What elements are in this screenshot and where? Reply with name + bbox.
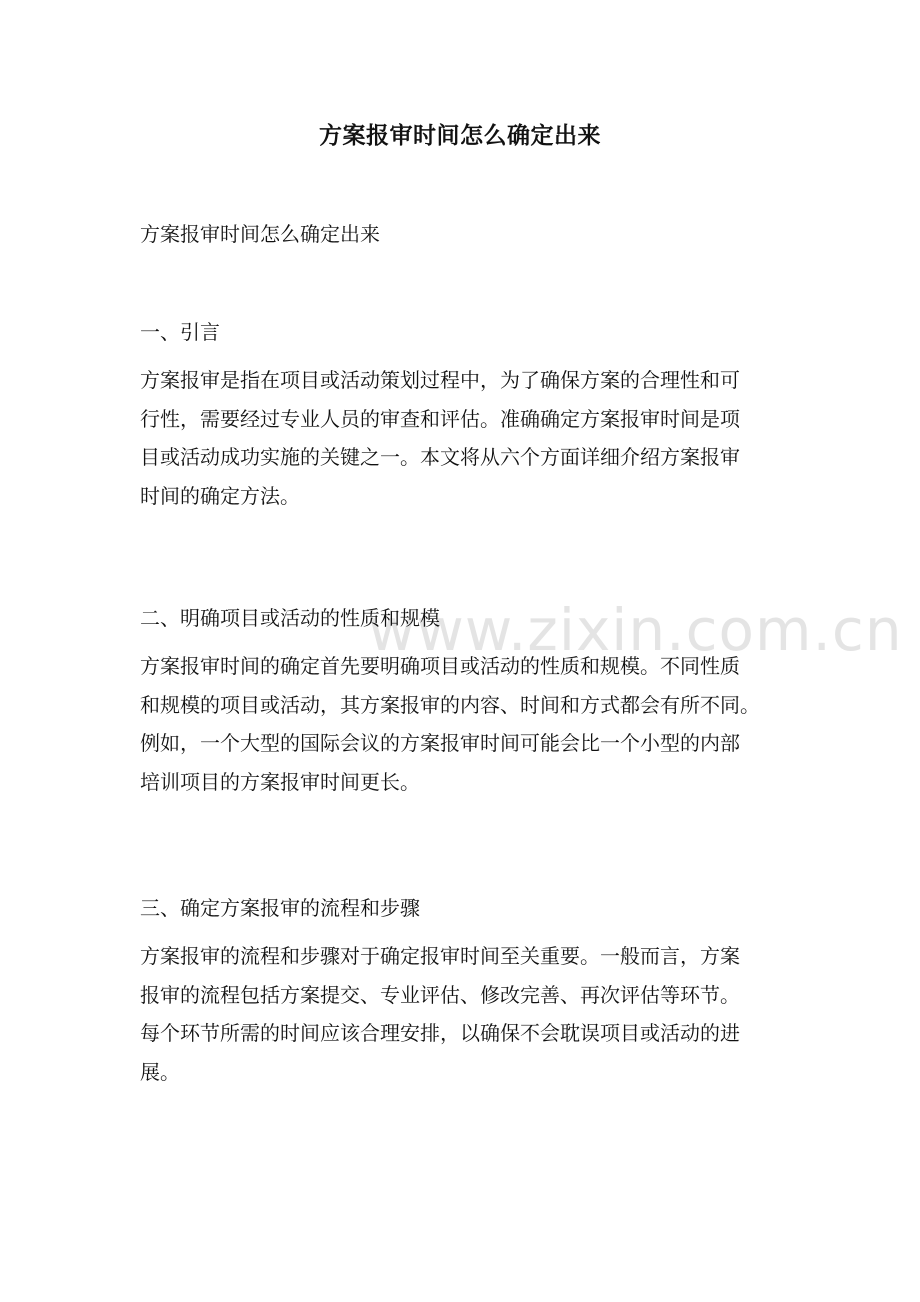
- paragraph-line: 报审的流程包括方案提交、专业评估、修改完善、再次评估等环节。: [140, 982, 740, 1007]
- document-subtitle: 方案报审时间怎么确定出来: [140, 222, 380, 246]
- section-heading-intro: 一、引言: [140, 320, 220, 344]
- section-paragraph-nature-scale: [140, 647, 788, 801]
- section-heading-nature-scale: 二、明确项目或活动的性质和规模: [140, 606, 440, 630]
- watermark: www.zixin.com.cn: [368, 596, 903, 664]
- section-paragraph-process-steps: [140, 937, 788, 1091]
- paragraph-line: 方案报审的流程和步骤对于确定报审时间至关重要。一般而言，方案: [140, 944, 740, 968]
- paragraph-line: 展。: [140, 1059, 180, 1084]
- paragraph-line: 目或活动成功实施的关键之一。本文将从六个方面详细介绍方案报审: [140, 445, 740, 469]
- paragraph-line: 例如，一个大型的国际会议的方案报审时间可能会比一个小型的内部: [140, 731, 740, 755]
- paragraph-line: 培训项目的方案报审时间更长。: [140, 769, 420, 794]
- section-paragraph-intro: [140, 361, 788, 515]
- paragraph-line: 时间的确定方法。: [140, 483, 300, 508]
- section-heading-process-steps: 三、确定方案报审的流程和步骤: [140, 896, 420, 920]
- paragraph-line: 方案报审时间的确定首先要明确项目或活动的性质和规模。不同性质: [140, 654, 740, 678]
- paragraph-line: 和规模的项目或活动，其方案报审的内容、时间和方式都会有所不同。: [140, 692, 760, 717]
- document-title: 方案报审时间怎么确定出来: [319, 122, 601, 149]
- paragraph-line: 每个环节所需的时间应该合理安排，以确保不会耽误项目或活动的进: [140, 1021, 740, 1045]
- paragraph-line: 方案报审是指在项目或活动策划过程中，为了确保方案的合理性和可: [140, 368, 740, 392]
- paragraph-line: 行性，需要经过专业人员的审查和评估。准确确定方案报审时间是项: [140, 406, 740, 431]
